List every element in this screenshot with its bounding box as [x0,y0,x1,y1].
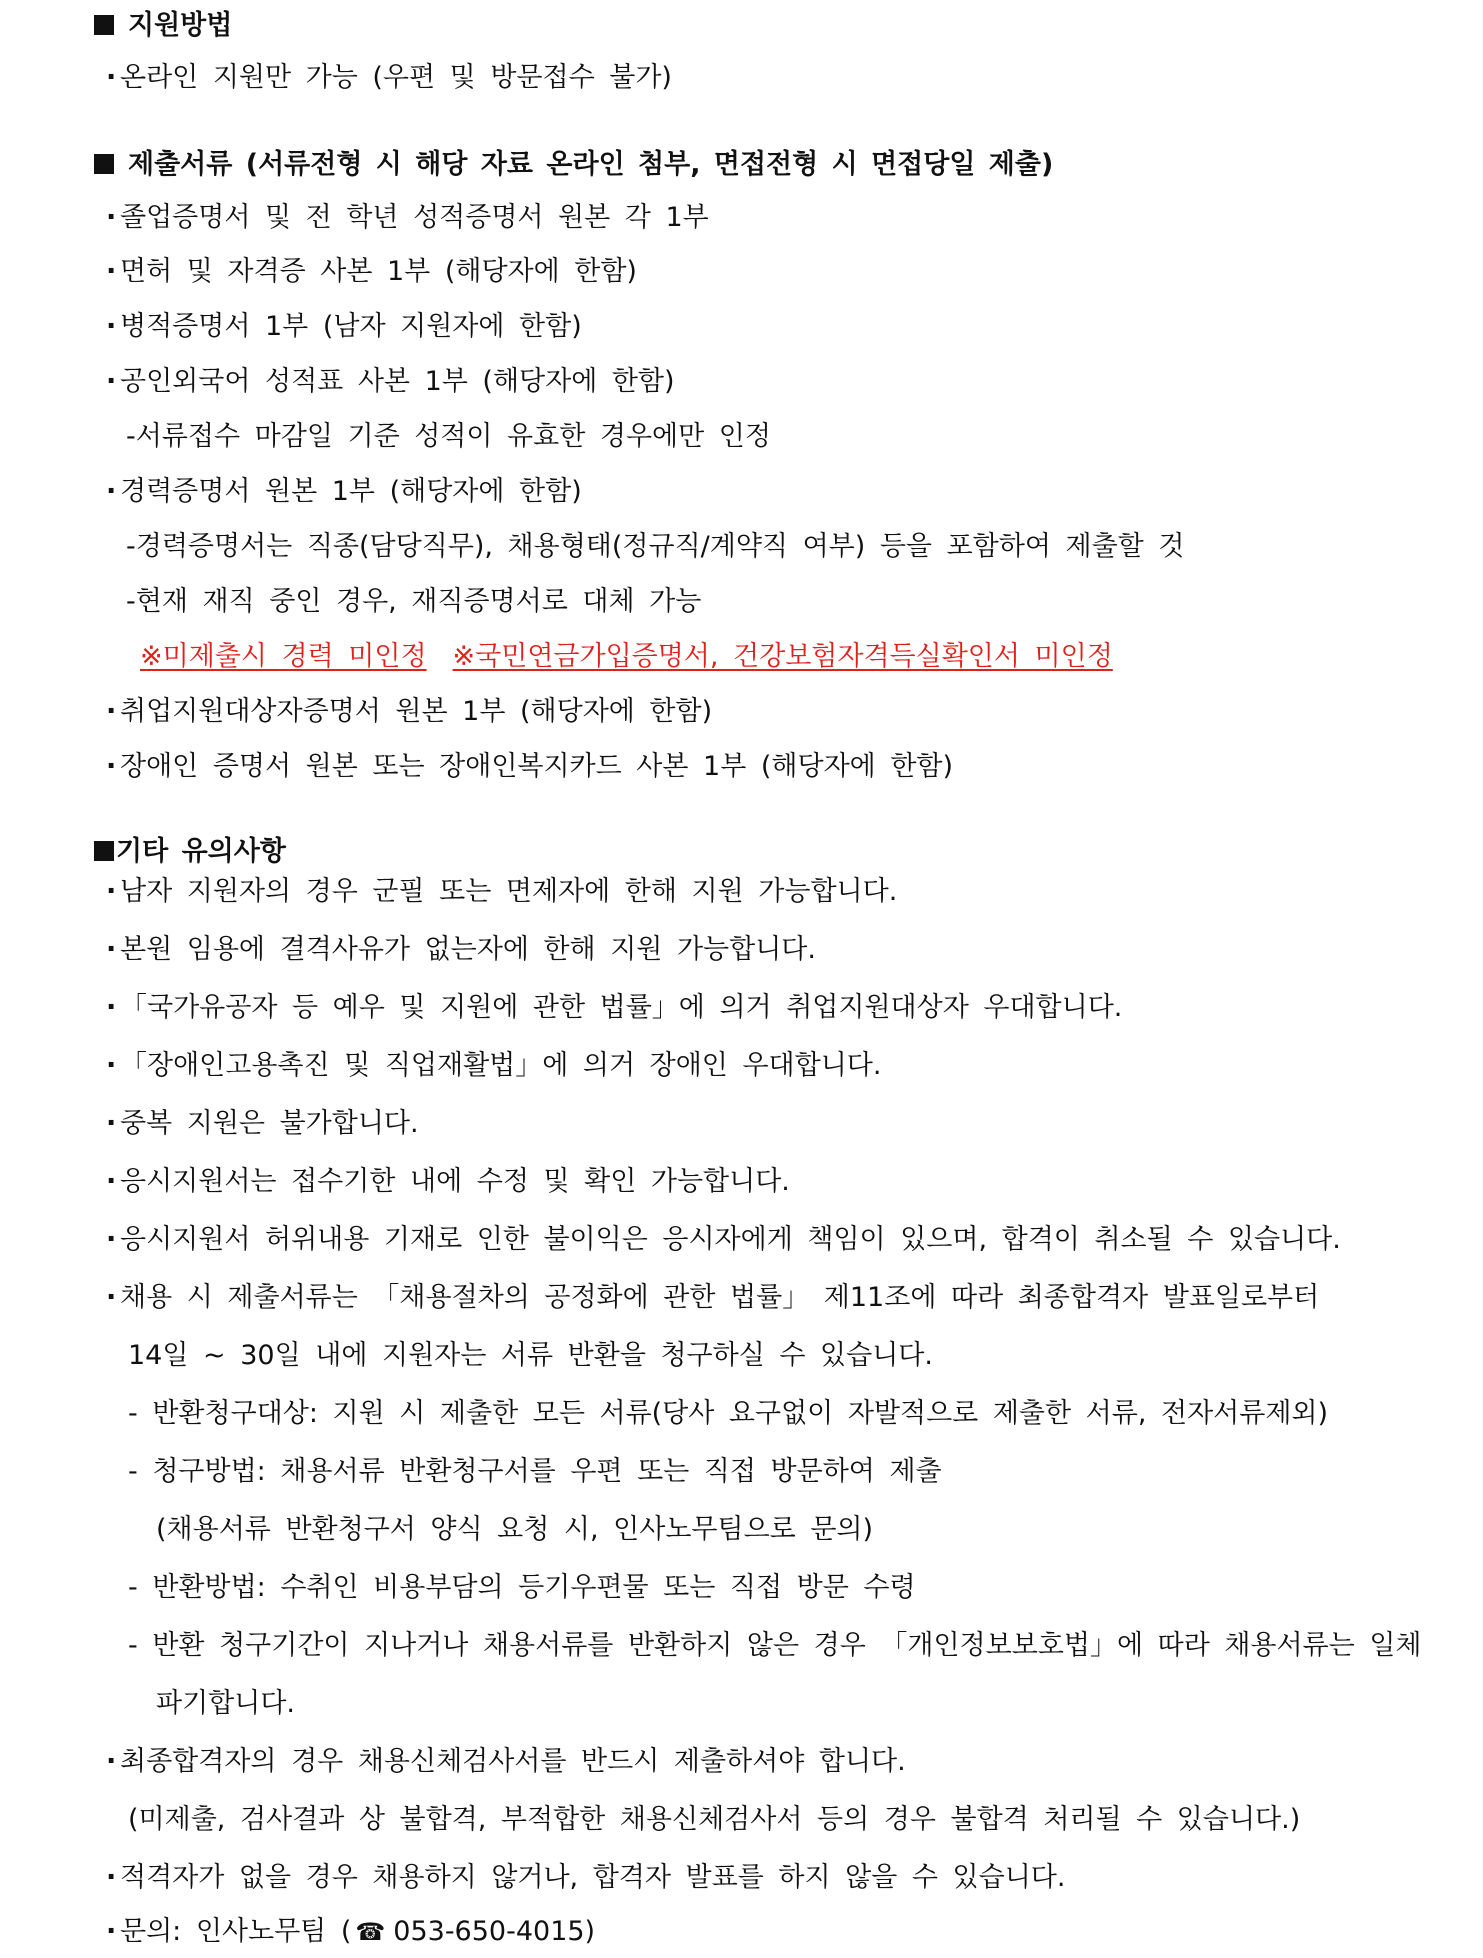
bullet-icon: · [106,366,117,397]
list-item: · 경력증명서 원본 1부 (해당자에 한함) [106,474,582,510]
list-item: · 최종합격자의 경우 채용신체검사서를 반드시 제출하셔야 합니다. [106,1744,906,1780]
bullet-icon: · [106,1050,117,1081]
bullet-icon: · [106,1282,117,1313]
bullet-icon: · [106,696,117,727]
contact-label: 문의: 인사노무팀 ( [120,1916,352,1947]
bullet-icon: · [106,311,117,342]
sub-item: - 청구방법: 채용서류 반환청구서를 우편 또는 직접 방문하여 제출 [128,1456,942,1487]
bullet-icon: · [106,1108,117,1139]
section-heading-method [94,8,232,44]
section-heading-notes [94,834,286,870]
list-item: · 온라인 지원만 가능 (우편 및 방문접수 불가) [106,60,672,96]
section-heading-documents [94,147,1053,183]
list-item: · 취업지원대상자증명서 원본 1부 (해당자에 한함) [106,694,712,730]
list-item: · 공인외국어 성적표 사본 1부 (해당자에 한함) [106,364,675,400]
warning-insurance: ※국민연금가입증명서, 건강보험자격득실확인서 미인정 [452,641,1113,672]
continuation-line: 14일 ~ 30일 내에 지원자는 서류 반환을 청구하실 수 있습니다. [128,1340,933,1371]
bullet-icon: · [106,62,117,93]
square-bullet-icon [94,15,114,35]
bullet-icon: · [106,1166,117,1197]
list-item: · 「장애인고용촉진 및 직업재활법」에 의거 장애인 우대합니다. [106,1048,881,1084]
warning-career: ※미제출시 경력 미인정 [140,641,427,672]
bullet-icon: · [106,992,117,1023]
bullet-icon: · [106,1224,117,1255]
bullet-icon: · [106,256,117,287]
list-item: · 응시지원서 허위내용 기재로 인한 불이익은 응시자에게 책임이 있으며, 합격이 취소될 수 있습니다. [106,1222,1341,1258]
heading-text: 기타 유의사항 [116,836,286,867]
sub-item: - 반환방법: 수취인 비용부담의 등기우편물 또는 직접 방문 수령 [128,1572,916,1603]
bullet-icon: · [106,1862,117,1893]
sub-item: -현재 재직 중인 경우, 재직증명서로 대체 가능 [126,586,702,617]
list-item: · 병적증명서 1부 (남자 지원자에 한함) [106,309,582,345]
continuation-line: (미제출, 검사결과 상 불합격, 부적합한 채용신체검사서 등의 경우 불합격 처리될 수 있습니다.) [128,1804,1301,1835]
warning-line [140,639,1113,675]
list-item: · 본원 임용에 결격사유가 없는자에 한해 지원 가능합니다. [106,932,816,968]
list-item: · 응시지원서는 접수기한 내에 수정 및 확인 가능합니다. [106,1164,790,1200]
square-bullet-icon [94,841,114,861]
bullet-icon: · [106,934,117,965]
bullet-icon: · [106,1916,117,1947]
list-item: · 중복 지원은 불가합니다. [106,1106,419,1142]
bullet-icon: · [106,1746,117,1777]
square-bullet-icon [94,154,114,174]
continuation-line: (채용서류 반환청구서 양식 요청 시, 인사노무팀으로 문의) [156,1514,874,1545]
list-item: · 장애인 증명서 원본 또는 장애인복지카드 사본 1부 (해당자에 한함) [106,749,953,785]
bullet-icon: · [106,751,117,782]
list-item: · 적격자가 없을 경우 채용하지 않거나, 합격자 발표를 하지 않을 수 있습니다. [106,1860,1065,1896]
contact-line [106,1914,595,1950]
sub-item: - 반환청구대상: 지원 시 제출한 모든 서류(당사 요구없이 자발적으로 제출한 서류, 전자서류제외) [128,1398,1329,1429]
list-item: · 면허 및 자격증 사본 1부 (해당자에 한함) [106,254,637,290]
sub-item: -서류접수 마감일 기준 성적이 유효한 경우에만 인정 [126,421,771,452]
list-item: · 「국가유공자 등 예우 및 지원에 관한 법률」에 의거 취업지원대상자 우대합니다. [106,990,1122,1026]
heading-text: 제출서류 (서류전형 시 해당 자료 온라인 첨부, 면접전형 시 면접당일 제출) [128,149,1054,180]
list-item: · 채용 시 제출서류는 「채용절차의 공정화에 관한 법률」 제11조에 따라 최종합격자 발표일로부터 [106,1280,1319,1316]
bullet-icon: · [106,476,117,507]
telephone-icon: ☎ [355,1918,386,1946]
heading-text: 지원방법 [128,10,233,41]
bullet-icon: · [106,202,117,233]
contact-phone: 053-650-4015) [393,1916,596,1947]
continuation-line: 파기합니다. [156,1688,295,1719]
sub-item: -경력증명서는 직종(담당직무), 채용형태(정규직/계약직 여부) 등을 포함하여 제출할 것 [126,531,1185,562]
sub-item: - 반환 청구기간이 지나거나 채용서류를 반환하지 않은 경우 「개인정보보호법」에 따라 채용서류는 일체 [128,1630,1422,1661]
list-item: · 남자 지원자의 경우 군필 또는 면제자에 한해 지원 가능합니다. [106,874,897,910]
bullet-icon: · [106,876,117,907]
list-item: · 졸업증명서 및 전 학년 성적증명서 원본 각 1부 [106,200,709,236]
